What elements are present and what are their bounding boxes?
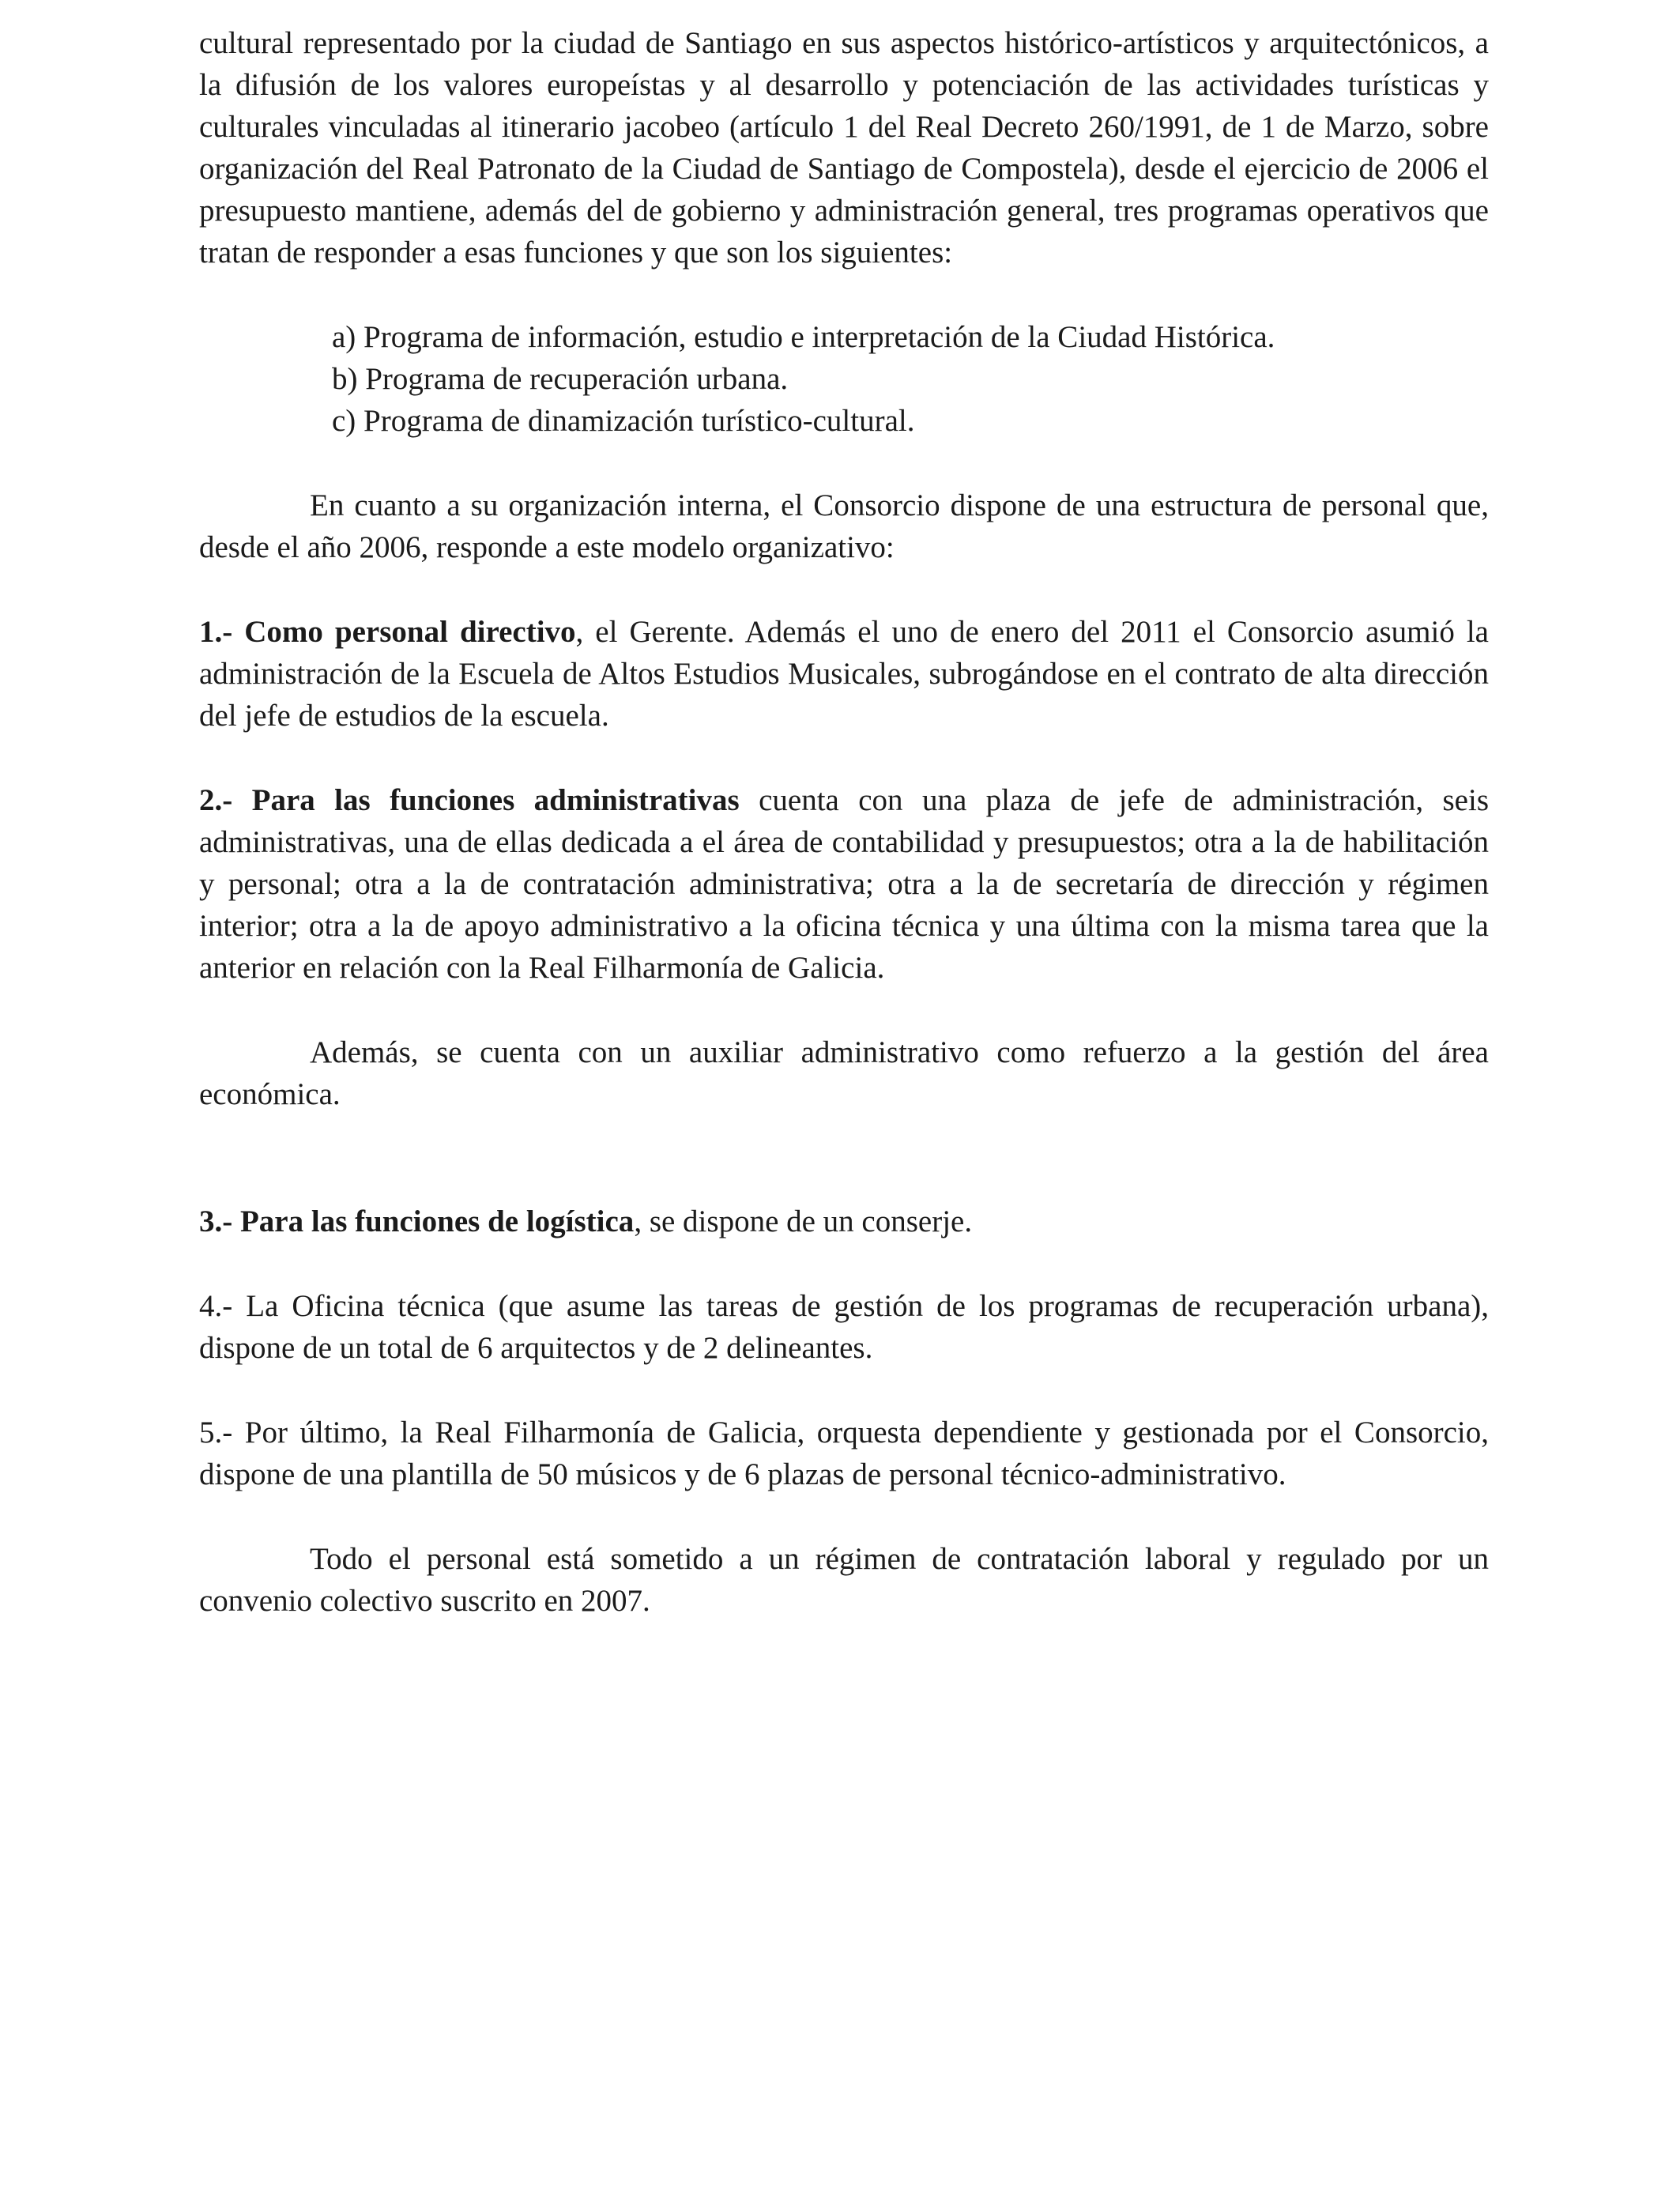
item-1-heading: 1.- Como personal directivo bbox=[199, 615, 576, 649]
program-item-b: b) Programa de recuperación urbana. bbox=[332, 362, 789, 396]
closing-paragraph: Todo el personal está sometido a un régimen de contratación laboral y regulado por un convenio colectivo suscrito en 2007. bbox=[199, 1542, 1489, 1618]
item-3-paragraph bbox=[199, 1201, 1489, 1242]
item-3-heading: 3.- Para las funciones de logística bbox=[199, 1204, 635, 1238]
program-item-c: c) Programa de dinamización turístico-cultural. bbox=[332, 404, 915, 438]
item-2-heading: 2.- Para las funciones administrativas bbox=[199, 783, 740, 817]
item-1-paragraph bbox=[199, 611, 1489, 737]
item-5-paragraph: 5.- Por último, la Real Filharmonía de Galicia, orquesta dependiente y gestionada por el Consorcio, dispone de una plantilla de 50 músicos y de 6 plazas de personal técnico-administrativo. bbox=[199, 1416, 1489, 1491]
program-item-a: a) Programa de información, estudio e interpretación de la Ciudad Histórica. bbox=[332, 320, 1275, 354]
organization-paragraph: En cuanto a su organización interna, el Consorcio dispone de una estructura de personal que, desde el año 2006, responde a este modelo organizativo: bbox=[199, 488, 1489, 564]
item-2-text: cuenta con una plaza de jefe de administración, seis administrativas, una de ellas dedicada a el área de contabilidad y presupuestos; otra a la de habilitación y personal; otra a la de contratación administrativa; otra a la de secretaría de dirección y régimen interior; otra a la de apoyo administrativo a la oficina técnica y una última con la misma tarea que la anterior en relación con la Real Filharmonía de Galicia. bbox=[199, 783, 1489, 985]
item-1-text: , el Gerente. Además el uno de enero del 2011 el Consorcio asumió la administración de la Escuela de Altos Estudios Musicales, subrogándose en el contrato de alta dirección del jefe de estudios de la escuela. bbox=[199, 615, 1489, 733]
item-2-paragraph bbox=[199, 779, 1489, 989]
item-3-text: , se dispone de un conserje. bbox=[634, 1204, 973, 1238]
intro-paragraph: cultural representado por la ciudad de Santiago en sus aspectos histórico-artísticos y arquitectónicos, a la difusión de los valores europeístas y al desarrollo y potenciación de las actividades turísticas y culturales vinculadas al itinerario jacobeo (artículo 1 del Real Decreto 260/1991, de 1 de Marzo, sobre organización del Real Patronato de la Ciudad de Santiago de Compostela), desde el ejercicio de 2006 el presupuesto mantiene, además del de gobierno y administración general, tres programas operativos que tratan de responder a esas funciones y que son los siguientes: bbox=[199, 26, 1489, 270]
document-body bbox=[199, 22, 1489, 1622]
auxiliar-paragraph: Además, se cuenta con un auxiliar administrativo como refuerzo a la gestión del área económica. bbox=[199, 1035, 1489, 1111]
program-list bbox=[199, 316, 1489, 442]
item-4-paragraph: 4.- La Oficina técnica (que asume las tareas de gestión de los programas de recuperación urbana), dispone de un total de 6 arquitectos y de 2 delineantes. bbox=[199, 1289, 1489, 1365]
